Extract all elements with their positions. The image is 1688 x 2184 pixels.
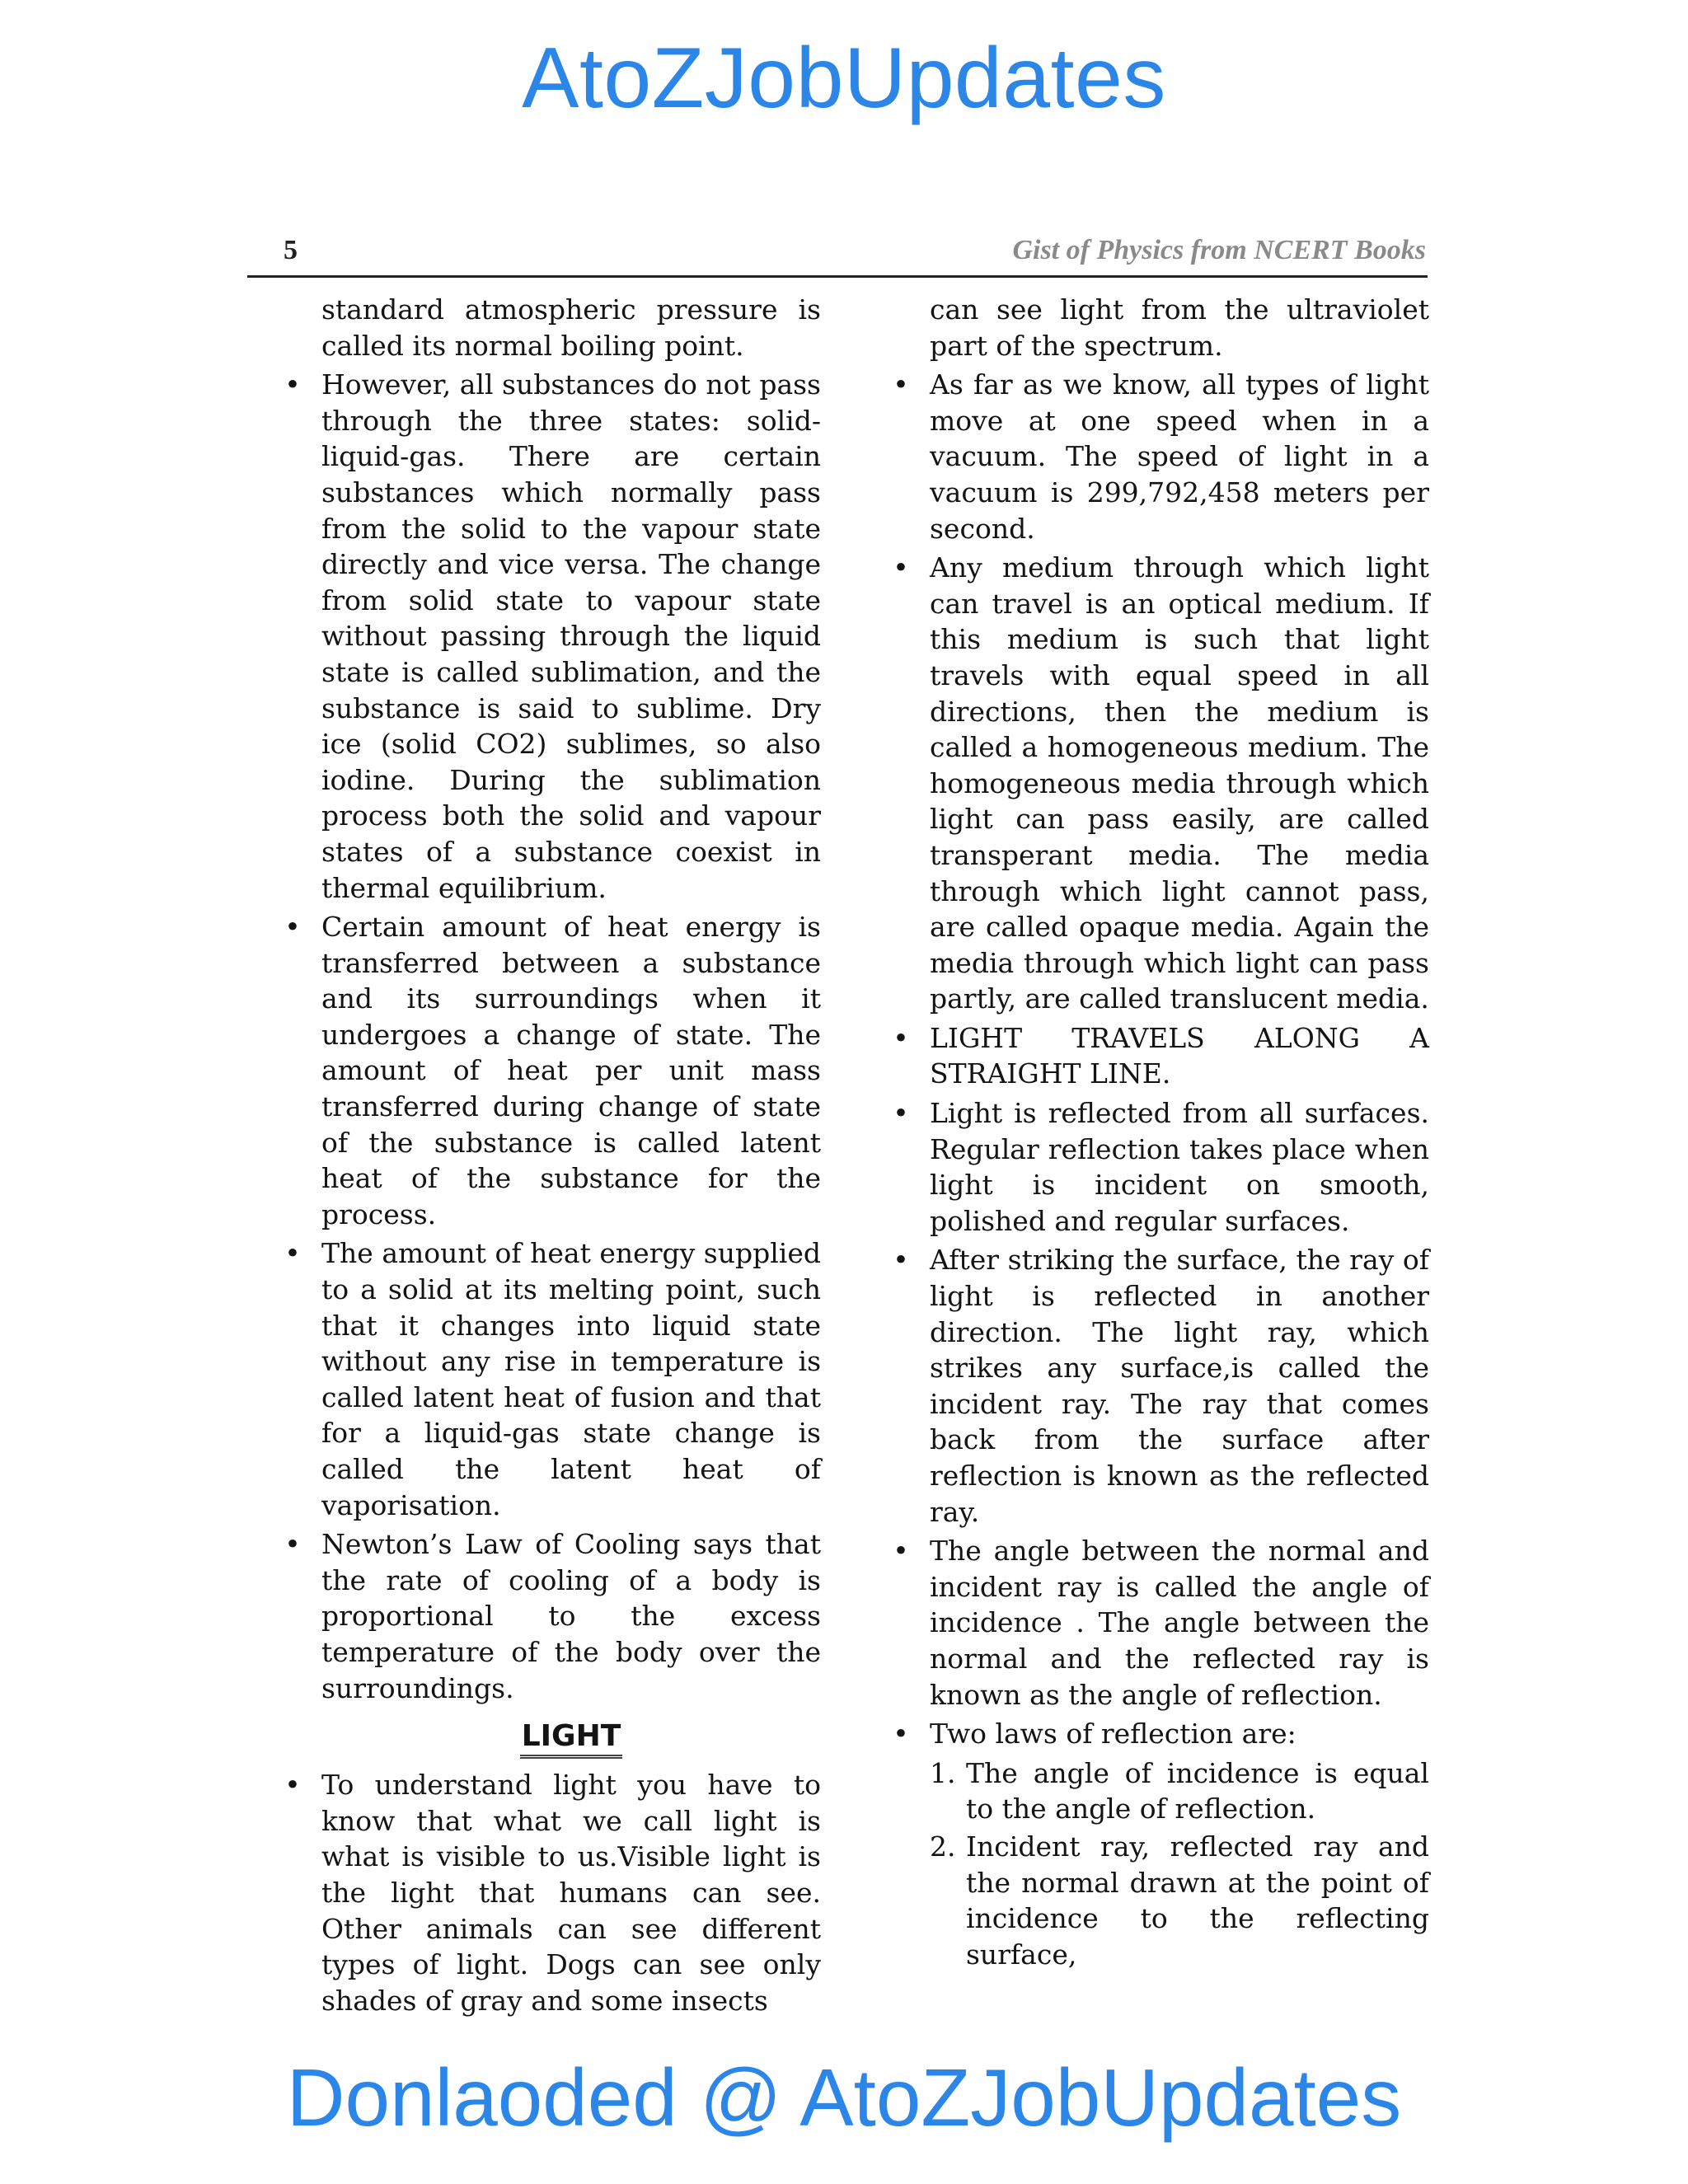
bullet-icon: •: [893, 1097, 909, 1130]
list-item-text: The angle between the normal and incident ray is called the angle of incidence . The angle between the normal and the reflected ray is known as the angle of reflection.: [930, 1535, 1429, 1711]
list-item: [885, 1716, 1429, 1752]
list-item: [885, 1242, 1429, 1530]
list-item-text: Light is reflected from all surfaces. Regular reflection takes place when light is incident on smooth, polished and regular surfaces.: [930, 1097, 1429, 1237]
watermark-bottom: Donlaoded @ AtoZJobUpdates: [286, 2052, 1402, 2143]
numbered-item: [885, 1755, 1429, 1827]
bullet-icon: •: [893, 1535, 909, 1568]
bullet-icon: •: [284, 1769, 301, 1802]
list-item: [885, 550, 1429, 1017]
list-item: [277, 367, 821, 906]
list-item: [277, 1767, 821, 2018]
left-column: [277, 292, 821, 2022]
bullet-icon: •: [284, 1237, 301, 1270]
item-number: 2.: [930, 1830, 956, 1863]
list-item-text: As far as we know, all types of light move at one speed when in a vacuum. The speed of light in a vacuum is 299,792,458 meters per second.: [930, 368, 1429, 545]
list-item-text: To understand light you have to know that what we call light is what is visible to us.Visible light is the light that humans can see. Other animals can see different types of light. Dogs can see only shades of gray and some insects: [321, 1769, 821, 2017]
list-item-text: Newton’s Law of Cooling says that the rate of cooling of a body is proportional to the excess temperature of the body over the surroundings.: [321, 1528, 821, 1704]
bullet-icon: •: [893, 551, 909, 584]
item-number: 1.: [930, 1756, 956, 1789]
bullet-icon: •: [893, 1718, 909, 1750]
bullet-icon: •: [893, 1021, 909, 1054]
continuation-text: standard atmospheric pressure is called its normal boiling point.: [321, 293, 821, 362]
bullet-icon: •: [284, 1528, 301, 1561]
right-column: [885, 292, 1429, 1974]
numbered-item: [885, 1829, 1429, 1972]
section-heading: [277, 1716, 821, 1759]
list-item: [885, 1020, 1429, 1092]
bullet-icon: •: [893, 368, 909, 401]
list-item-text: Two laws of reflection are:: [930, 1718, 1296, 1750]
bullet-icon: •: [893, 1244, 909, 1277]
book-title: Gist of Physics from NCERT Books: [1012, 235, 1426, 265]
continuation-text: can see light from the ultraviolet part of the spectrum.: [930, 293, 1429, 362]
list-item-text: The amount of heat energy supplied to a solid at its melting point, such that it changes into liquid state without any rise in temperature is called latent heat of fusion and that for a liquid-gas state change is called the latent heat of vaporisation.: [321, 1237, 821, 1521]
running-head: [247, 231, 1428, 277]
section-heading-text: LIGHT: [520, 1718, 623, 1759]
list-item: [277, 1526, 821, 1706]
page-number: 5: [284, 235, 298, 265]
list-item-text: LIGHT TRAVELS ALONG A STRAIGHT LINE.: [930, 1021, 1429, 1090]
watermark-top: AtoZJobUpdates: [522, 30, 1166, 126]
list-item: [885, 367, 1429, 546]
list-item-text: Any medium through which light can travel is an optical medium. If this medium is such that light travels with equal speed in all directions, then the medium is called a homogeneous medium. The homogeneous media through which light can pass easily, are called transperant media. The media through which light cannot pass, are called opaque media. Again the media through which light can pass partly, are called translucent media.: [930, 551, 1429, 1015]
list-item-text: However, all substances do not pass through the three states: solid-liquid-gas. There are certain substances which normally pass from the solid to the vapour state directly and vice versa. The change from solid state to vapour state without passing through the liquid state is called sublimation, and the substance is said to sublime. Dry ice (solid CO2) sublimes, so also iodine. During the sublimation process both the solid and vapour states of a substance coexist in thermal equilibrium.: [321, 368, 821, 904]
list-item: [885, 1533, 1429, 1713]
list-item: [885, 1095, 1429, 1239]
list-item-text: After striking the surface, the ray of light is reflected in another direction. The light ray, which strikes any surface,is called the incident ray. The ray that comes back from the surface after reflection is known as the reflected ray.: [930, 1244, 1429, 1528]
bullet-icon: •: [284, 911, 301, 944]
numbered-item-text: Incident ray, reflected ray and the normal drawn at the point of incidence to the reflecting surface,: [966, 1830, 1429, 1971]
numbered-item-text: The angle of incidence is equal to the angle of reflection.: [966, 1756, 1429, 1825]
header-rule: [247, 275, 1428, 278]
list-item: [277, 909, 821, 1232]
list-item: [277, 1235, 821, 1523]
bullet-icon: •: [284, 368, 301, 401]
list-item-text: Certain amount of heat energy is transferred between a substance and its surroundings when it undergoes a change of state. The amount of heat per unit mass transferred during change of state of the substance is called latent heat of the substance for the process.: [321, 911, 821, 1230]
